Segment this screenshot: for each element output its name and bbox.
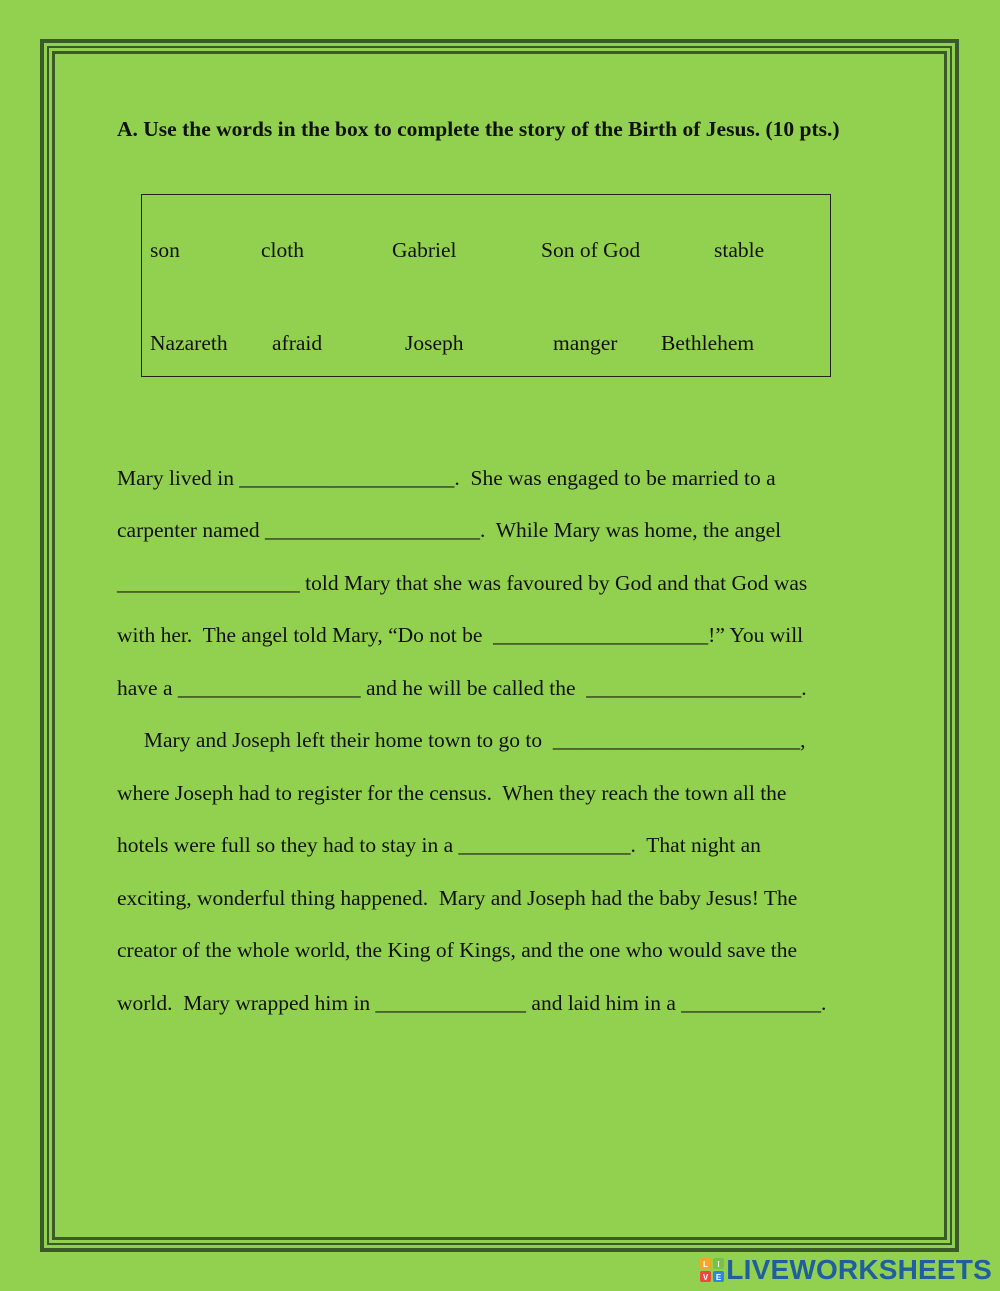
instruction-heading: A. Use the words in the box to complete the story of the Birth of Jesus. (10 pts.) — [117, 117, 840, 141]
story-line: world. Mary wrapped him in ______________ and laid him in a _____________. — [117, 991, 827, 1015]
story-line: have a _________________ and he will be called the ____________________. — [117, 676, 807, 700]
word-bank-item: Gabriel — [392, 238, 457, 262]
word-bank-item: Son of God — [541, 238, 641, 262]
story-line: exciting, wonderful thing happened. Mary and Joseph had the baby Jesus! The — [117, 886, 798, 910]
svg-text:I: I — [717, 1260, 720, 1269]
svg-text:L: L — [703, 1260, 709, 1269]
word-bank-box — [141, 194, 831, 377]
story-line: with her. The angel told Mary, “Do not be ____________________!” You will — [117, 623, 804, 647]
word-bank-item: son — [150, 238, 180, 262]
svg-text:E: E — [716, 1273, 722, 1282]
word-bank-item: Bethlehem — [661, 331, 755, 355]
word-bank-item: Nazareth — [150, 331, 228, 355]
story-line: Mary and Joseph left their home town to go to _______________________, — [117, 728, 806, 752]
liveworksheets-logo-icon — [700, 1258, 724, 1282]
word-bank-item: cloth — [261, 238, 304, 262]
story-line: carpenter named ____________________. While Mary was home, the angel — [117, 518, 782, 542]
liveworksheets-brand — [700, 1255, 992, 1285]
story-line: hotels were full so they had to stay in a ________________. That night an — [117, 833, 761, 857]
story-line: _________________ told Mary that she was favoured by God and that God was — [117, 571, 808, 595]
story-line: Mary lived in ____________________. She was engaged to be married to a — [117, 466, 776, 490]
word-bank-item: afraid — [272, 331, 323, 355]
liveworksheets-wordmark: LIVEWORKSHEETS — [726, 1254, 992, 1285]
word-bank-item: Joseph — [405, 331, 464, 355]
word-bank-item: stable — [714, 238, 765, 262]
svg-text:V: V — [703, 1273, 709, 1282]
story-line: creator of the whole world, the King of Kings, and the one who would save the — [117, 938, 798, 962]
story-line: where Joseph had to register for the census. When they reach the town all the — [117, 781, 787, 805]
word-bank-item: manger — [553, 331, 618, 355]
